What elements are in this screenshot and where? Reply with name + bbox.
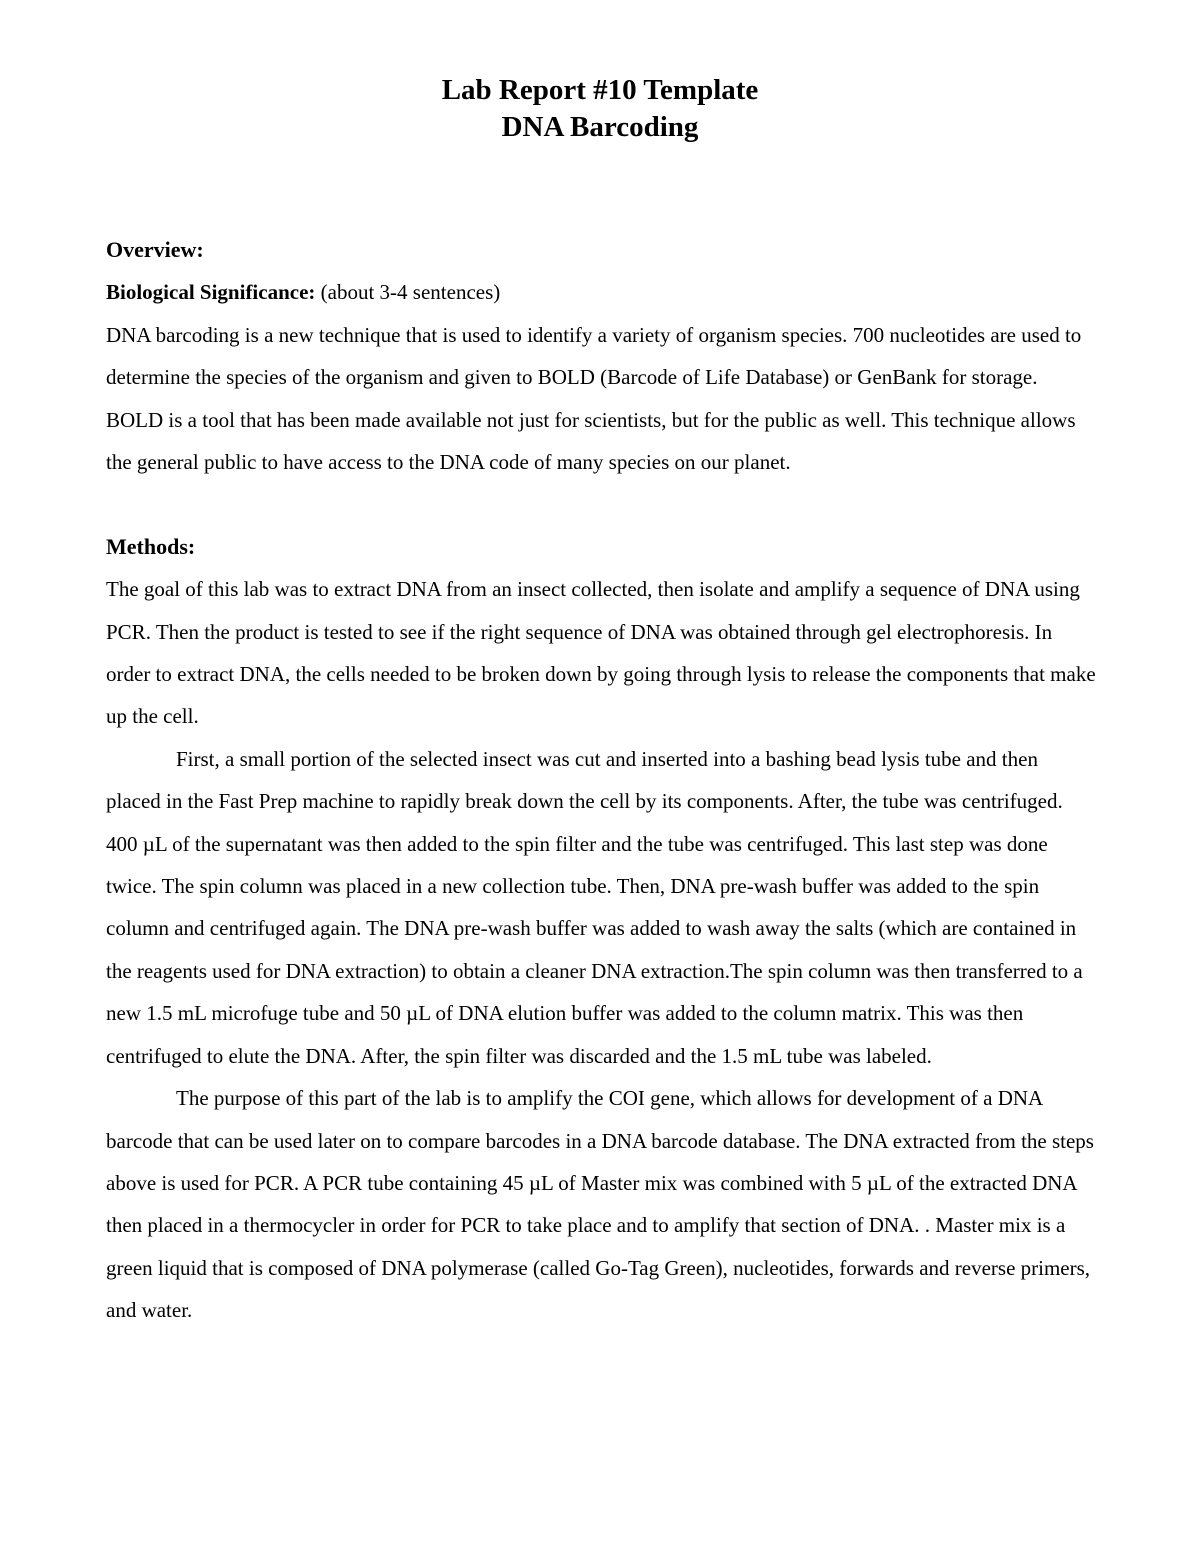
document-subtitle: DNA Barcoding bbox=[501, 111, 699, 143]
overview-paragraph: DNA barcoding is a new technique that is used to identify a variety of organism species. 700 nucleotides are used to determine the species of the organism and given to BOLD (Barcode of Life Database) or GenBank for storage. BOLD is a tool that has been made available not just for scientists, but for the public as well. This technique allows the general public to have access to the DNA code of many species on our planet. bbox=[106, 322, 1082, 475]
document-body bbox=[106, 229, 1096, 1332]
document-title: Lab Report #10 Template bbox=[441, 74, 759, 106]
biological-significance-label: Biological Significance: bbox=[106, 280, 316, 305]
section-spacer bbox=[106, 483, 1096, 525]
title-block bbox=[0, 72, 1200, 146]
overview-heading: Overview: bbox=[106, 237, 204, 262]
biological-significance-note: (about 3-4 sentences) bbox=[315, 280, 501, 305]
methods-paragraph-1: The goal of this lab was to extract DNA from an insect collected, then isolate and amplify a sequence of DNA using PCR. Then the product is tested to see if the right sequence of DNA was obtained through gel electrophoresis. In order to extract DNA, the cells needed to be broken down by going through lysis to release the components that make up the cell. bbox=[106, 577, 1096, 729]
methods-heading: Methods: bbox=[106, 533, 196, 559]
biological-significance-line bbox=[106, 271, 1096, 313]
methods-paragraph-2: First, a small portion of the selected insect was cut and inserted into a bashing bead lysis tube and then placed in the Fast Prep machine to rapidly break down the cell by its components. After, the tube was centrifuged. 400 µL of the supernatant was then added to the spin filter and the tube was centrifuged. This last step was done twice. The spin column was placed in a new collection tube. Then, DNA pre-wash buffer was added to the spin column and centrifuged again. The DNA pre-wash buffer was added to wash away the salts (which are contained in the reagents used for DNA extraction) to obtain a cleaner DNA extraction.The spin column was then transferred to a new 1.5 mL microfuge tube and 50 µL of DNA elution buffer was added to the column matrix. This was then centrifuged to elute the DNA. After, the spin filter was discarded and the 1.5 mL tube was labeled. bbox=[106, 746, 1083, 1068]
methods-paragraph-3: The purpose of this part of the lab is to amplify the COI gene, which allows for development of a DNA barcode that can be used later on to compare barcodes in a DNA barcode database. The DNA extracted from the steps above is used for PCR. A PCR tube containing 45 µL of Master mix was combined with 5 µL of the extracted DNA then placed in a thermocycler in order for PCR to take place and to amplify that section of DNA. . Master mix is a green liquid that is composed of DNA polymerase (called Go-Tag Green), nucleotides, forwards and reverse primers, and water. bbox=[106, 1086, 1094, 1323]
